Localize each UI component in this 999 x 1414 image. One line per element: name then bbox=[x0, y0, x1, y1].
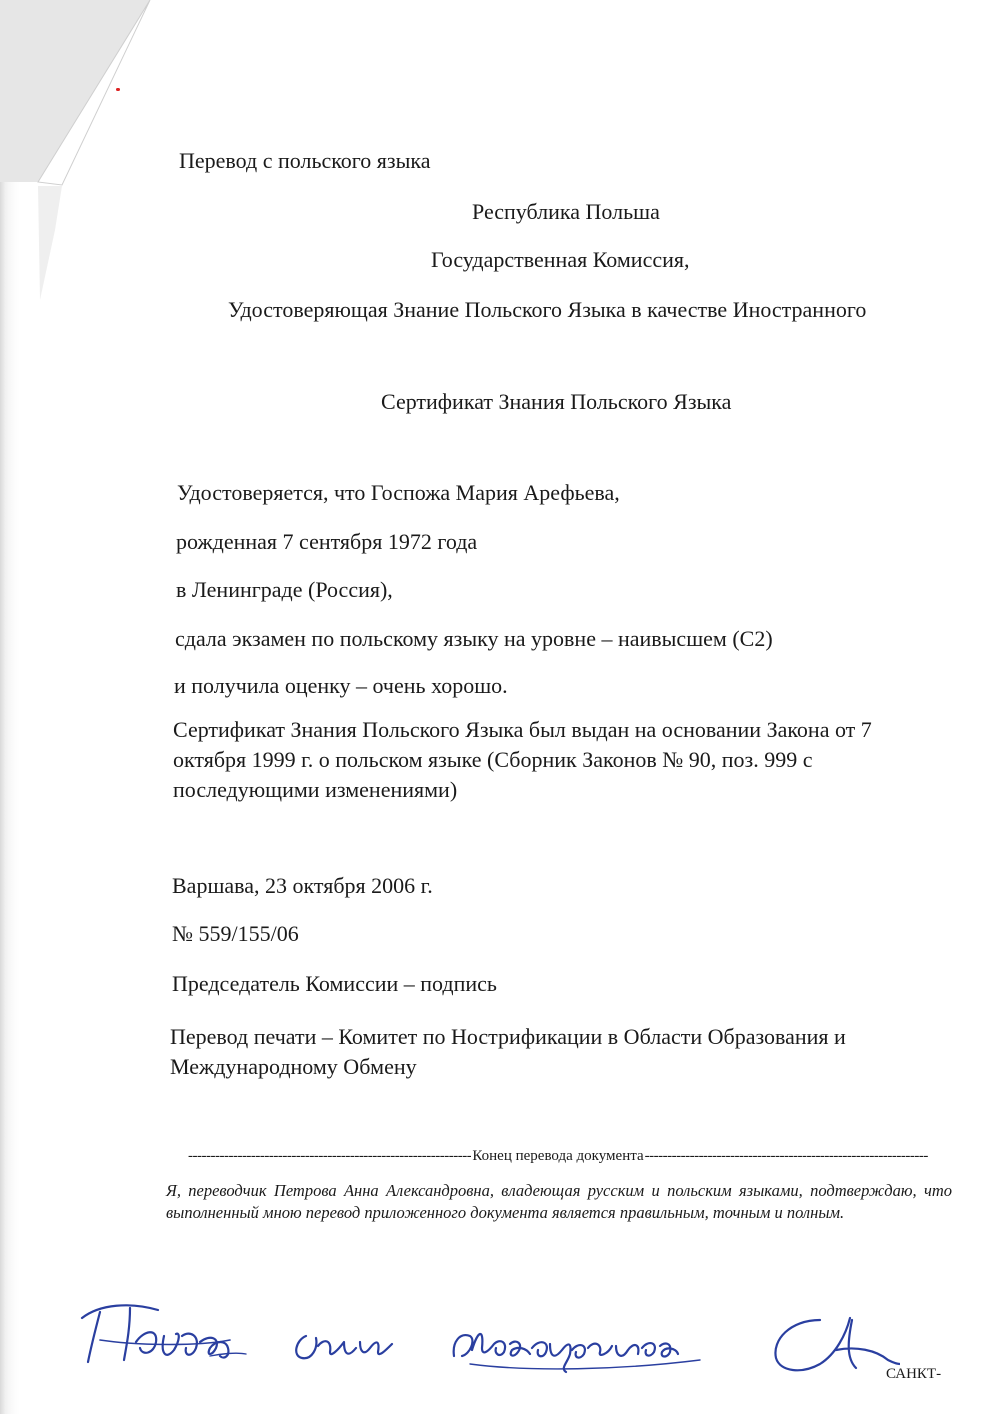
place-date: Варшава, 23 октября 2006 г. bbox=[172, 873, 433, 898]
seal-translation: Перевод печати – Комитет по Нострификации в Области Образования и Международному Обмену bbox=[170, 1024, 846, 1079]
divider-dashes-right bbox=[645, 1146, 928, 1166]
end-of-translation-divider bbox=[188, 1146, 928, 1166]
document-number: № 559/155/06 bbox=[172, 921, 299, 946]
exam-grade-line: и получила оценку – очень хорошо. bbox=[174, 673, 508, 698]
legal-basis-paragraph: Сертификат Знания Польского Языка был выдан на основании Закона от 7 октября 1999 г. о польском языке (Сборник Законов № 90, поз. 999 с последующими изменениями) bbox=[173, 717, 872, 802]
page-edge-shade bbox=[0, 0, 170, 1414]
certify-line: Удостоверяется, что Госпожа Мария Арефьева, bbox=[177, 480, 620, 505]
end-of-translation-label: Конец перевода документа bbox=[472, 1148, 644, 1164]
handwritten-signature bbox=[60, 1290, 900, 1400]
chairman-signature-note: Председатель Комиссии – подпись bbox=[172, 971, 497, 996]
certificate-title: Сертификат Знания Польского Языка bbox=[381, 389, 732, 414]
signature-tail-text: САНКТ- bbox=[886, 1366, 942, 1382]
birth-date-line: рожденная 7 сентября 1972 года bbox=[176, 529, 478, 554]
divider-dashes-left bbox=[188, 1146, 471, 1166]
commission-full-title: Удостоверяющая Знание Польского Языка в качестве Иностранного bbox=[228, 297, 867, 322]
translation-note: Перевод с польского языка bbox=[179, 148, 431, 173]
red-ink-mark bbox=[116, 88, 120, 91]
exam-level-line: сдала экзамен по польскому языку на уровне – наивысшем (С2) bbox=[175, 626, 773, 651]
republic-title: Республика Польша bbox=[472, 199, 660, 224]
commission-title: Государственная Комиссия, bbox=[431, 247, 690, 272]
birth-place-line: в Ленинграде (Россия), bbox=[176, 577, 393, 602]
translator-statement: Я, переводчик Петрова Анна Александровна, владеющая русским и польским языками, подтверждаю, что выполненный мною перевод приложенного документа является правильным, точным и полным. bbox=[166, 1181, 952, 1222]
